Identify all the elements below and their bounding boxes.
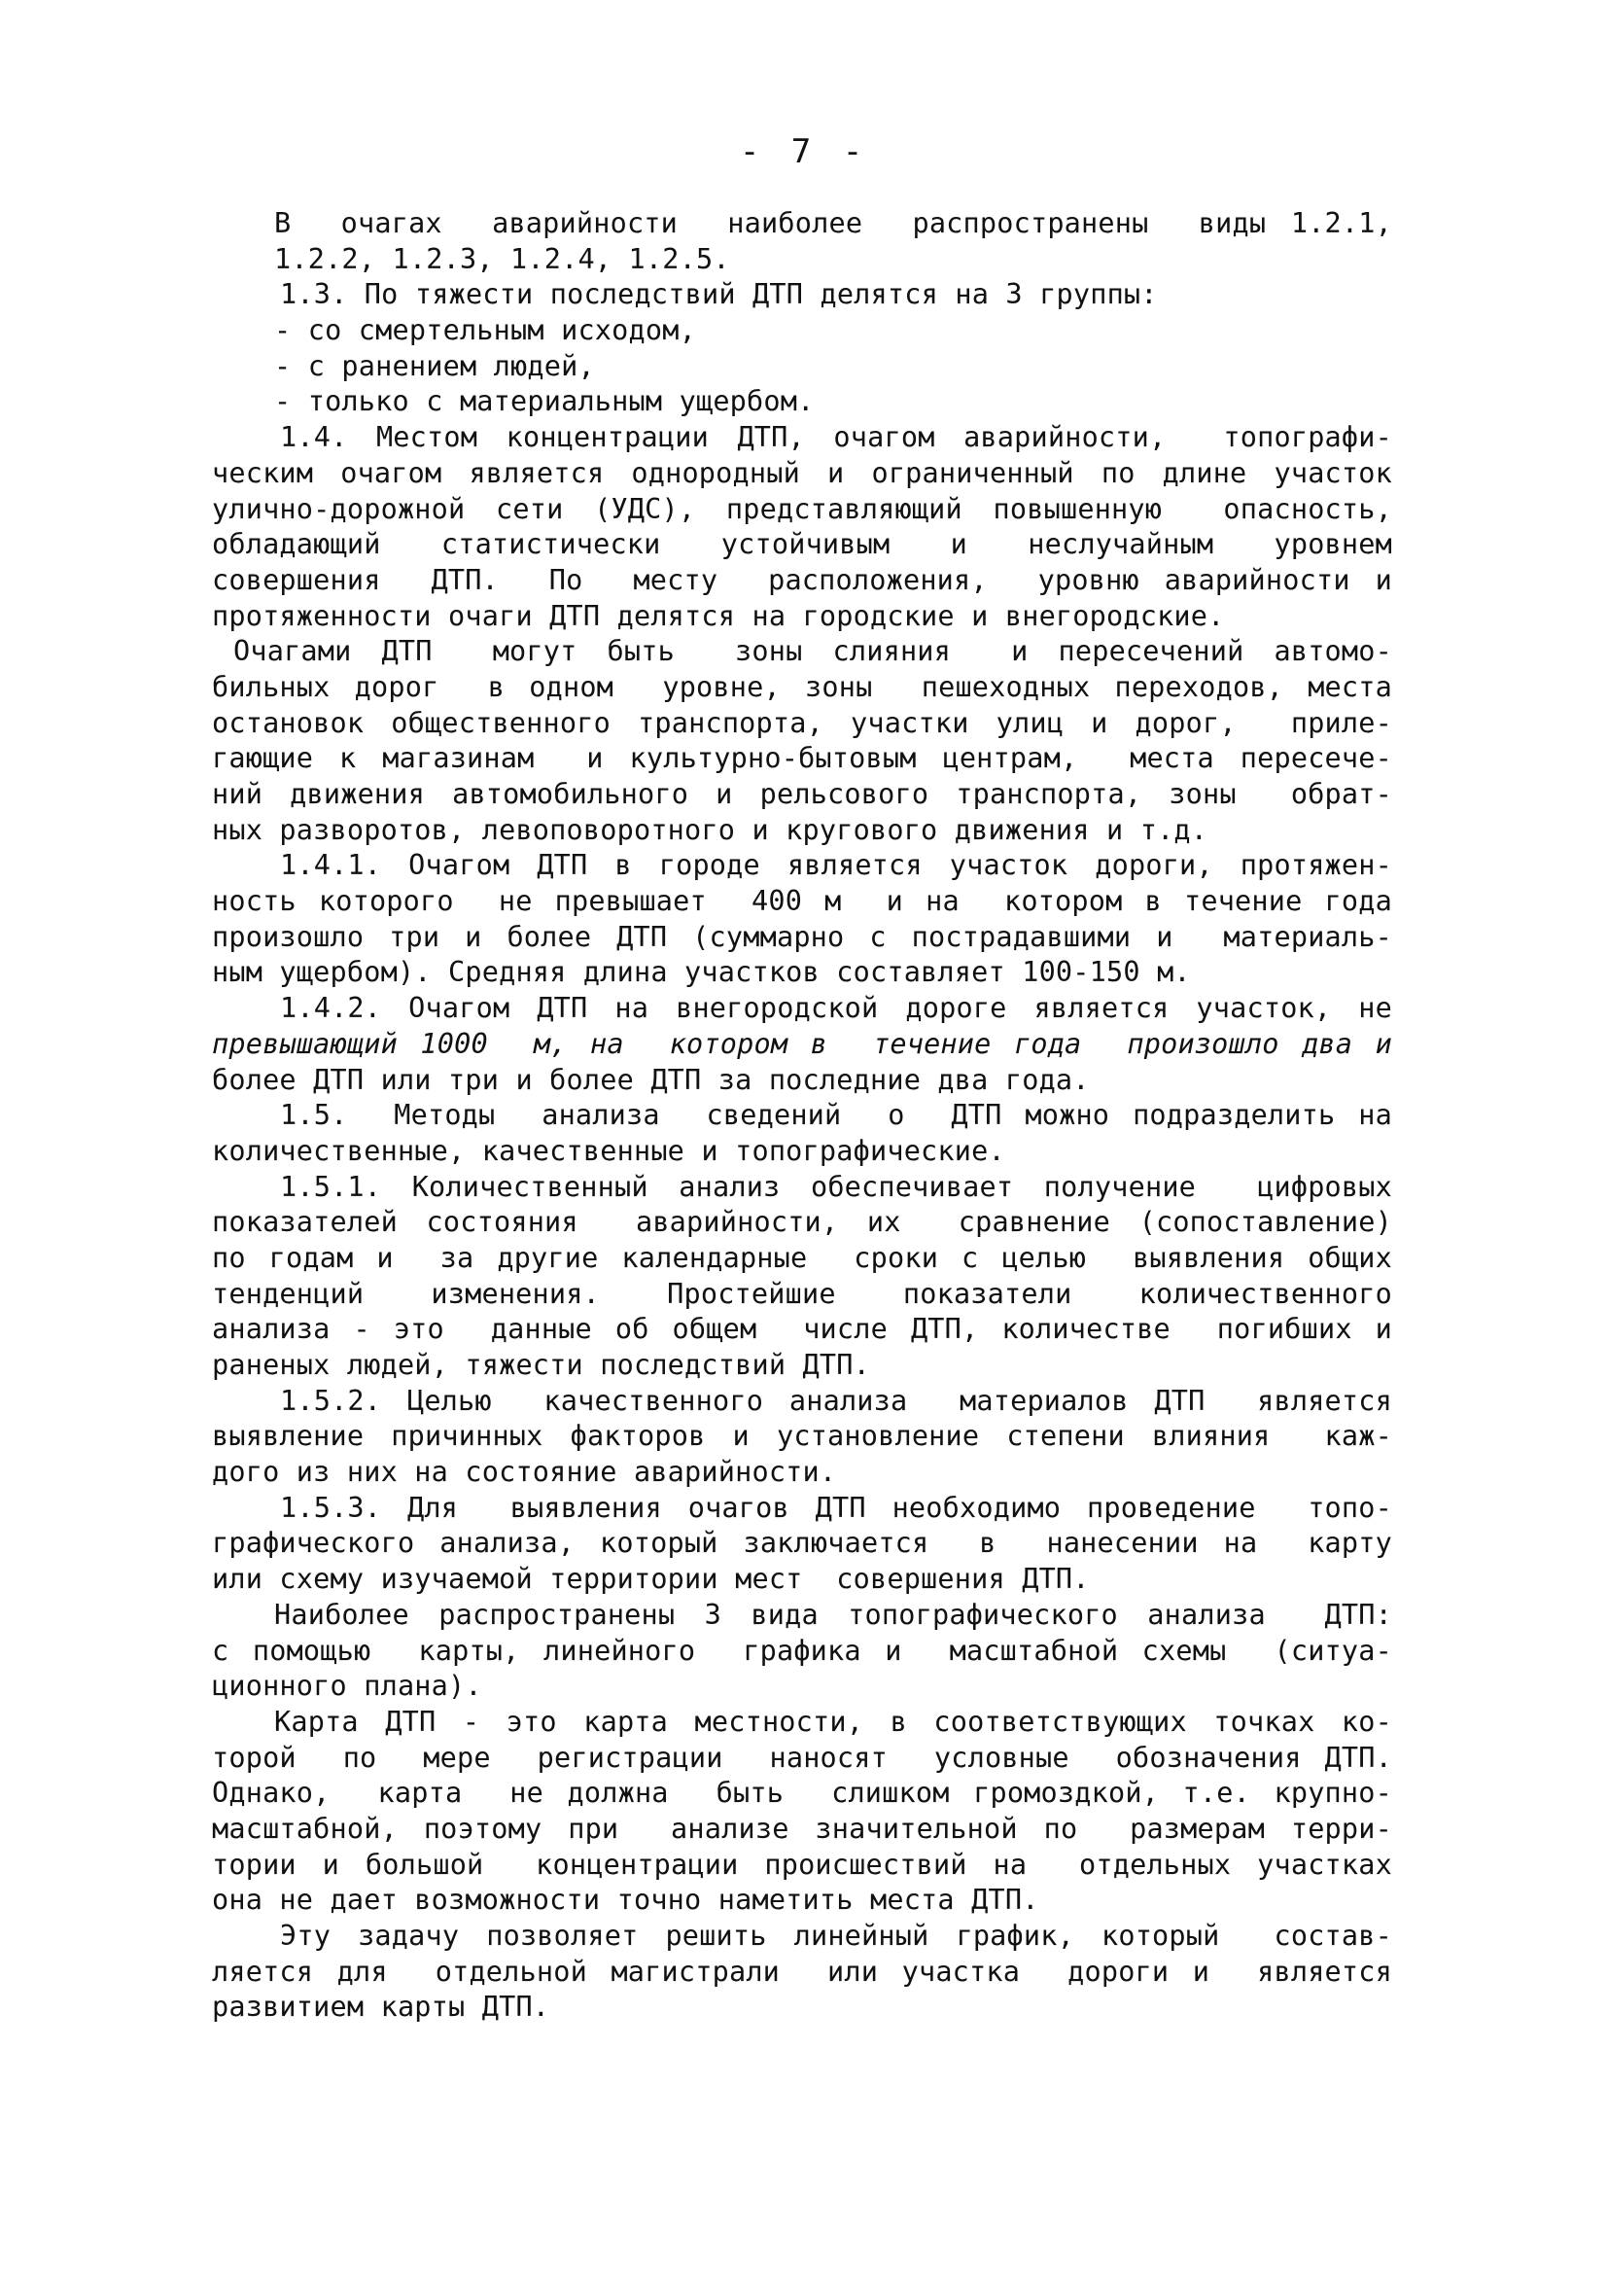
text-line: ческим очагом является однородный и ограниченный по длине участок — [212, 456, 1392, 489]
text-line: выявление причинных факторов и установление степени влияния каж- — [212, 1420, 1392, 1453]
text-line: ность которого не превышает 400 м и на котором в течение года — [212, 885, 1392, 918]
text-line: Однако, карта не должна быть слишком громоздкой, т.е. крупно- — [212, 1777, 1392, 1810]
text-line: 1.4.2. Очагом ДТП на внегородской дороге является участок, не — [280, 992, 1392, 1025]
text-line: - со смертельным исходом, — [274, 314, 696, 347]
text-line: по годам и за другие календарные сроки с целью выявления общих — [212, 1241, 1392, 1274]
text-line: Очагами ДТП могут быть зоны слияния и пересечений автомо- — [233, 635, 1392, 668]
text-line: 1.5.2. Целью качественного анализа материалов ДТП является — [280, 1384, 1392, 1417]
text-line: показателей состояния аварийности, их сравнение (сопоставление) — [212, 1206, 1392, 1239]
text-line: или схему изучаемой территории мест совершения ДТП. — [212, 1563, 1090, 1596]
page-number: - 7 - — [739, 132, 869, 171]
text-line: ний движения автомобильного и рельсового транспорта, зоны обрат- — [212, 778, 1392, 810]
text-line: 1.2.2, 1.2.3, 1.2.4, 1.2.5. — [274, 242, 730, 275]
text-line: ляется для отдельной магистрали или участка дороги и является — [212, 1955, 1392, 1988]
text-line: ных разворотов, левоповоротного и кругового движения и т.д. — [212, 813, 1208, 846]
text-line: 1.4.1. Очагом ДТП в городе является участок дороги, протяжен- — [280, 849, 1392, 882]
text-line: анализа - это данные об общем числе ДТП, количестве погибших и — [212, 1313, 1392, 1346]
text-line: 1.4. Местом концентрации ДТП, очагом аварийности, топографи- — [280, 421, 1392, 454]
text-line: развитием карты ДТП. — [212, 1991, 550, 2024]
text-line: остановок общественного транспорта, участки улиц и дорог, приле- — [212, 706, 1392, 739]
text-line: Наиболее распространены 3 вида топографического анализа ДТП: — [274, 1598, 1392, 1631]
text-line: Эту задачу позволяет решить линейный график, который состав- — [280, 1920, 1392, 1952]
text-line: ционного плана). — [212, 1670, 482, 1703]
text-line: В очагах аварийности наиболее распространены виды 1.2.1, — [274, 207, 1392, 239]
text-line: - с ранением людей, — [274, 349, 595, 382]
text-line: 1.5.3. Для выявления очагов ДТП необходимо проведение топо- — [280, 1491, 1392, 1524]
text-line: улично-дорожной сети (УДС), представляющий повышенную опасность, — [212, 492, 1392, 525]
text-line: раненых людей, тяжести последствий ДТП. — [212, 1349, 870, 1381]
text-line: бильных дорог в одном уровне, зоны пешеходных переходов, места — [212, 670, 1392, 703]
text-line: с помощью карты, линейного графика и масштабной схемы (ситуа- — [212, 1634, 1392, 1667]
text-line: количественные, качественные и топографические. — [212, 1134, 1005, 1167]
text-line: более ДТП или три и более ДТП за последние два года. — [212, 1063, 1090, 1096]
text-line: 1.3. По тяжести последствий ДТП делятся на 3 группы: — [280, 278, 1158, 311]
text-line: произошло три и более ДТП (суммарно с пострадавшими и материаль- — [212, 920, 1392, 953]
text-line: графического анализа, который заключается в нанесении на карту — [212, 1527, 1392, 1560]
text-line: совершения ДТП. По месту расположения, уровню аварийности и — [212, 563, 1392, 596]
text-line: - только с материальным ущербом. — [274, 385, 815, 418]
text-line: дого из них на состояние аварийности. — [212, 1456, 837, 1489]
body-text — [212, 206, 1392, 2026]
text-line: протяженности очаги ДТП делятся на городские и внегородские. — [212, 599, 1225, 632]
text-line: торой по мере регистрации наносят условные обозначения ДТП. — [212, 1741, 1392, 1774]
text-line: 1.5. Методы анализа сведений о ДТП можно подразделить на — [280, 1099, 1392, 1132]
text-line: обладающий статистически устойчивым и неслучайным уровнем — [212, 528, 1392, 561]
text-line: тенденций изменения. Простейшие показатели количественного — [212, 1277, 1392, 1310]
text-line: масштабной, поэтому при анализе значительной по размерам терри- — [212, 1812, 1392, 1845]
text-line: 1.5.1. Количественный анализ обеспечивает получение цифровых — [280, 1170, 1392, 1203]
text-line: она не дает возможности точно наметить места ДТП. — [212, 1884, 1039, 1917]
text-line: Карта ДТП - это карта местности, в соответствующих точках ко- — [274, 1705, 1392, 1738]
text-line: гающие к магазинам и культурно-бытовым центрам, места пересече- — [212, 742, 1392, 775]
text-line: ным ущербом). Средняя длина участков составляет 100-150 м. — [212, 956, 1191, 989]
text-line: превышающий 1000 м, на котором в течение года произошло два и — [212, 1027, 1392, 1060]
text-line: тории и большой концентрации происшествий на отдельных участках — [212, 1848, 1392, 1881]
